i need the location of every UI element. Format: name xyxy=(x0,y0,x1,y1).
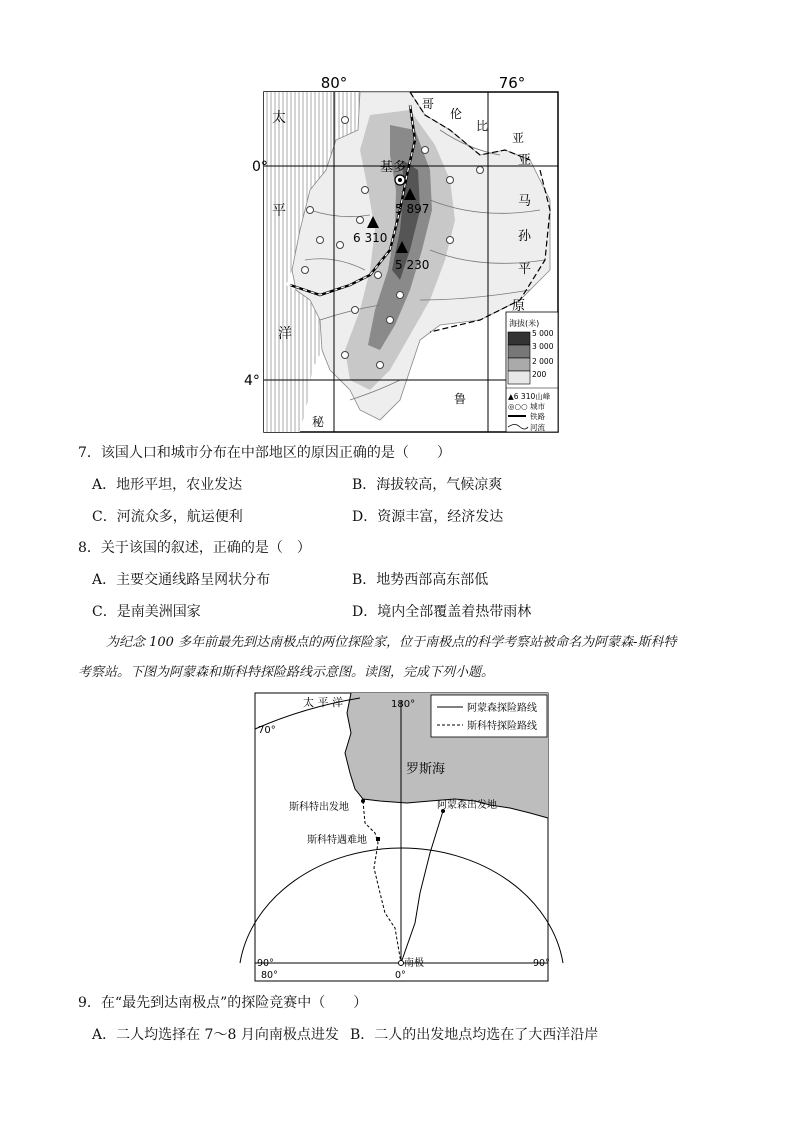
south-pole-dot xyxy=(399,961,404,966)
q8-option-d[interactable]: D．境内全部覆盖着热带雨林 xyxy=(352,604,532,620)
lon-180-label: 180° xyxy=(391,699,416,710)
left-90-label: 90° xyxy=(257,958,274,969)
ocean-char-2: 平 xyxy=(272,203,286,219)
left-80-label: 80° xyxy=(261,970,278,981)
colombia-char-3: 比 xyxy=(476,119,489,133)
scott-start-dot xyxy=(361,799,365,803)
legend-title: 海拔(米) xyxy=(509,319,540,328)
lat-4-label: 4° xyxy=(244,373,260,389)
ecuador-map xyxy=(244,70,570,440)
ross-sea-label: 罗斯海 xyxy=(406,762,446,777)
amazon-char-5: 原 xyxy=(512,299,526,314)
q9-option-a[interactable]: A．二人均选择在 7～8 月向南极点进发 xyxy=(92,1027,339,1043)
q8-option-b[interactable]: B．地势西部高东部低 xyxy=(352,572,489,588)
bottom-0-label: 0° xyxy=(395,970,406,981)
peak-5897-label: 5 897 xyxy=(395,202,430,216)
amazon-char-2: 马 xyxy=(518,194,532,209)
quito-label: 基多 xyxy=(380,160,407,175)
lat-0-label: 0° xyxy=(252,159,268,175)
peak-6310-label: 6 310 xyxy=(353,231,388,245)
legend-level-3000: 3 000 xyxy=(532,342,554,351)
q8-stem: 8．关于该国的叙述，正确的是（ ） xyxy=(78,540,311,556)
legend-river: 河流 xyxy=(530,423,545,432)
peak-5230-label: 5 230 xyxy=(395,258,430,272)
q9-stem: 9．在“最先到达南极点”的探险竞赛中（ ） xyxy=(78,995,368,1011)
intro-line-2: 考察站。下图为阿蒙森和斯科特探险路线示意图。读图，完成下列小题。 xyxy=(78,665,495,680)
lon-80-label: 80° xyxy=(320,74,348,92)
colombia-char-1: 哥 xyxy=(422,97,435,111)
legend-level-2000: 2 000 xyxy=(532,357,554,366)
legend-railway: 铁路 xyxy=(530,412,545,421)
scott-death-label: 斯科特遇难地 xyxy=(307,835,367,846)
q7-option-a[interactable]: A．地形平坦，农业发达 xyxy=(92,477,243,493)
south-pole-label: 南极 xyxy=(404,958,424,969)
amazon-char-4: 平 xyxy=(518,262,532,277)
peru-char-2: 鲁 xyxy=(454,392,467,406)
intro-line-1: 为纪念 100 多年前最先到达南极点的两位探险家，位于南极点的科学考察站被命名为阿蒙森-斯科特 xyxy=(106,635,677,650)
legend-amundsen: 阿蒙森探险路线 xyxy=(467,703,537,714)
lat-70-label: 70° xyxy=(258,725,276,736)
pacific-label: 太 平 洋 xyxy=(303,696,343,709)
q7-option-d[interactable]: D．资源丰富，经济发达 xyxy=(352,509,504,525)
legend-level-200: 200 xyxy=(532,370,547,379)
scott-death-mark xyxy=(376,837,380,841)
ocean-char-3: 洋 xyxy=(278,326,292,342)
q9-option-b[interactable]: B．二人的出发地点均选在了大西洋沿岸 xyxy=(350,1027,599,1043)
q7-stem: 7．该国人口和城市分布在中部地区的原因正确的是（ ） xyxy=(78,445,451,461)
amundsen-start-label: 阿蒙森出发地 xyxy=(437,800,497,811)
legend-city: ◎○○ 城市 xyxy=(508,402,546,411)
lon-76-label: 76° xyxy=(498,74,526,92)
legend-level-5000: 5 000 xyxy=(532,329,554,338)
scott-start-label: 斯科特出发地 xyxy=(289,802,349,813)
legend-peak: ▲6 310山峰 xyxy=(508,392,551,401)
q8-option-c[interactable]: C．是南美洲国家 xyxy=(92,604,201,620)
amazon-char-3: 孙 xyxy=(518,229,532,244)
colombia-char-4: 亚 xyxy=(512,131,525,145)
right-90-label: 90° xyxy=(533,958,550,969)
amazon-char-1: 亚 xyxy=(518,153,532,168)
antarctic-map xyxy=(255,693,550,983)
q8-option-a[interactable]: A．主要交通线路呈网状分布 xyxy=(92,572,271,588)
ocean-char-1: 太 xyxy=(272,110,286,126)
colombia-char-2: 伦 xyxy=(450,107,463,121)
legend-scott: 斯科特探险路线 xyxy=(467,721,537,732)
q7-option-b[interactable]: B．海拔较高，气候凉爽 xyxy=(352,477,503,493)
q7-option-c[interactable]: C．河流众多，航运便利 xyxy=(92,509,243,525)
peru-char-1: 秘 xyxy=(312,415,325,429)
